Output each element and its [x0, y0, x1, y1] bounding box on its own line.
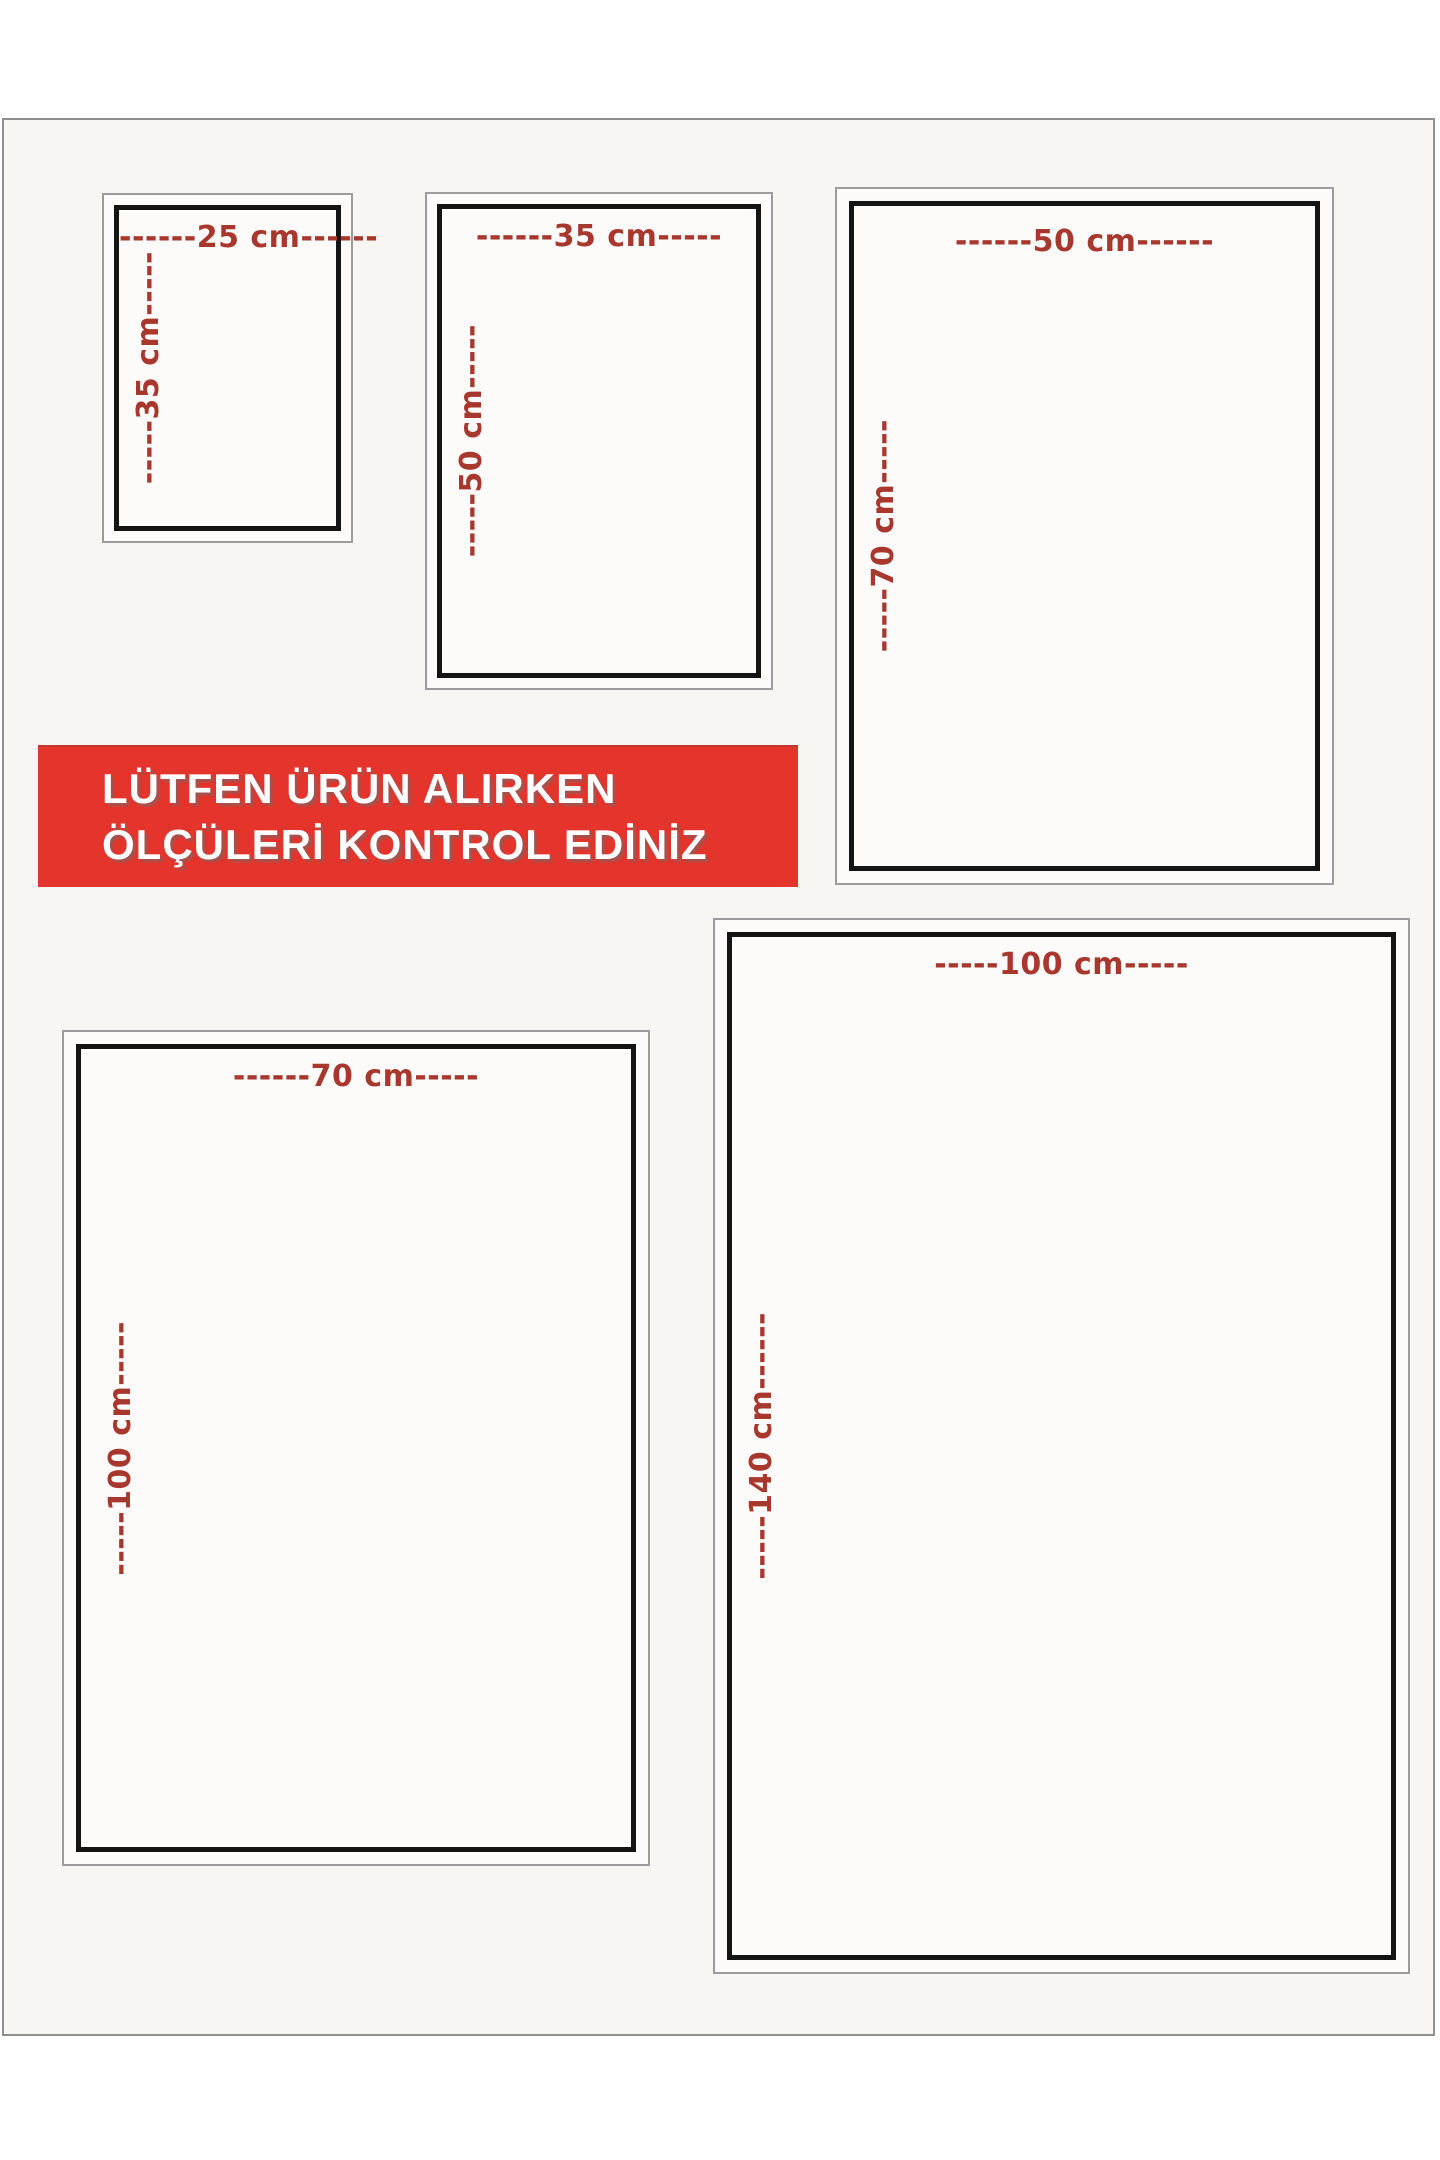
width-dimension-label: -----100 cm----- — [934, 947, 1189, 982]
height-dimension-label: -----50 cm----- — [454, 324, 489, 558]
size-box-25x35 — [102, 193, 379, 543]
height-dimension-label-wrap — [131, 210, 166, 526]
height-dimension-label: -----100 cm----- — [103, 1320, 138, 1576]
size-box-25x35-frame — [114, 205, 379, 531]
size-box-50x70 — [835, 187, 1334, 885]
size-box-70x100 — [62, 1030, 650, 1866]
width-dimension-label: ------35 cm----- — [475, 219, 723, 254]
banner-line-2: ÖLÇÜLERİ KONTROL EDİNİZ — [102, 821, 708, 868]
height-dimension-label: -----35 cm----- — [131, 251, 166, 485]
height-dimension-label-wrap — [744, 937, 779, 1955]
width-dimension-label: ------50 cm------ — [954, 224, 1215, 259]
size-box-70x100-frame — [76, 1044, 636, 1852]
height-dimension-label: -----70 cm----- — [866, 419, 901, 653]
height-dimension-label-wrap — [454, 209, 489, 673]
width-dimension-label: ------70 cm----- — [232, 1059, 480, 1094]
banner-line-1: LÜTFEN ÜRÜN ALIRKEN — [102, 765, 617, 812]
height-dimension-label-wrap — [103, 1049, 138, 1847]
height-dimension-label-wrap — [866, 206, 901, 866]
size-box-35x50 — [425, 192, 773, 690]
size-box-35x50-frame — [437, 204, 761, 678]
width-dimension-label: ------25 cm------ — [119, 220, 379, 255]
height-dimension-label: -----140 cm------ — [744, 1312, 779, 1580]
size-box-100x140-frame — [727, 932, 1396, 1960]
size-warning-banner — [38, 745, 798, 887]
size-box-50x70-frame — [849, 201, 1320, 871]
size-box-100x140 — [713, 918, 1410, 1974]
